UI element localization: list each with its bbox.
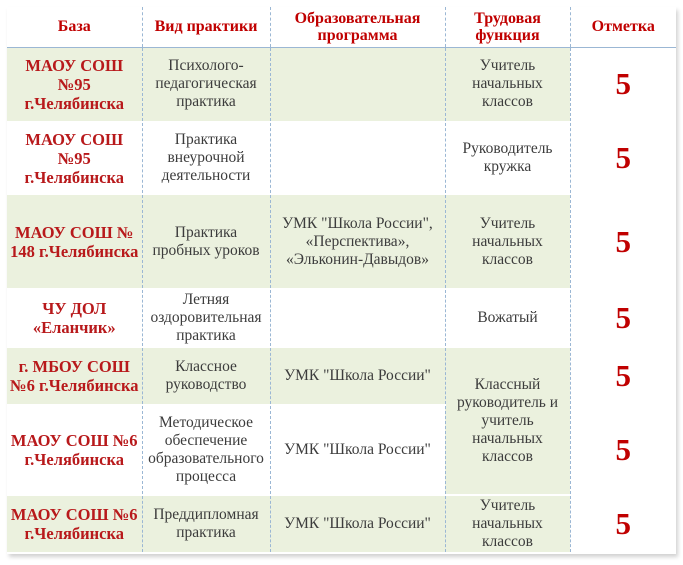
base-cell: г. МБОУ СОШ №6 г.Челябинска: [7, 347, 142, 405]
function-cell: Вожатый: [445, 289, 570, 347]
table-row: [7, 347, 676, 405]
base-cell: МАОУ СОШ №6 г.Челябинска: [7, 405, 142, 495]
practice-type-cell: Практика внеурочной деятельности: [142, 122, 270, 194]
header-row: [7, 7, 676, 47]
table-row: [7, 194, 676, 289]
function-cell: Учитель начальных классов: [445, 47, 570, 122]
practice-type-cell: Методическое обеспечение образовательного процесса: [142, 405, 270, 495]
base-cell: МАОУ СОШ № 148 г.Челябинска: [7, 194, 142, 289]
grade-cell: 5: [570, 347, 676, 405]
grade-cell: 5: [570, 289, 676, 347]
program-cell: [270, 122, 445, 194]
function-cell: Руководитель кружка: [445, 122, 570, 194]
base-cell: МАОУ СОШ №6 г.Челябинска: [7, 495, 142, 553]
function-cell: Классный руководитель и учитель начальных классов: [445, 347, 570, 495]
practice-type-cell: Классное руководство: [142, 347, 270, 405]
grade-cell: 5: [570, 47, 676, 122]
header-educational-program: Образовательная программа: [270, 7, 445, 47]
program-cell: [270, 47, 445, 122]
grade-cell: 5: [570, 194, 676, 289]
header-labor-function: Трудовая функция: [445, 7, 570, 47]
practice-type-cell: Летняя оздоровительная практика: [142, 289, 270, 347]
practice-type-cell: Психолого-педагогическая практика: [142, 47, 270, 122]
grade-cell: 5: [570, 405, 676, 495]
grade-cell: 5: [570, 122, 676, 194]
practice-table: [7, 7, 676, 554]
function-cell: Учитель начальных классов: [445, 194, 570, 289]
base-cell: ЧУ ДОЛ «Еланчик»: [7, 289, 142, 347]
function-cell: Учитель начальных классов: [445, 495, 570, 553]
program-cell: УМК "Школа России": [270, 347, 445, 405]
program-cell: УМК "Школа России": [270, 495, 445, 553]
table-row: [7, 405, 676, 495]
practice-type-cell: Преддипломная практика: [142, 495, 270, 553]
table-row: [7, 47, 676, 122]
program-cell: УМК "Школа России", «Перспектива», «Эльконин-Давыдов»: [270, 194, 445, 289]
table-row: [7, 122, 676, 194]
program-cell: [270, 289, 445, 347]
grade-cell: 5: [570, 495, 676, 553]
header-base: База: [7, 7, 142, 47]
header-grade: Отметка: [570, 7, 676, 47]
program-cell: УМК "Школа России": [270, 405, 445, 495]
base-cell: МАОУ СОШ №95 г.Челябинска: [7, 122, 142, 194]
header-practice-type: Вид практики: [142, 7, 270, 47]
table-row: [7, 289, 676, 347]
base-cell: МАОУ СОШ №95 г.Челябинска: [7, 47, 142, 122]
practice-type-cell: Практика пробных уроков: [142, 194, 270, 289]
table-row: [7, 495, 676, 553]
